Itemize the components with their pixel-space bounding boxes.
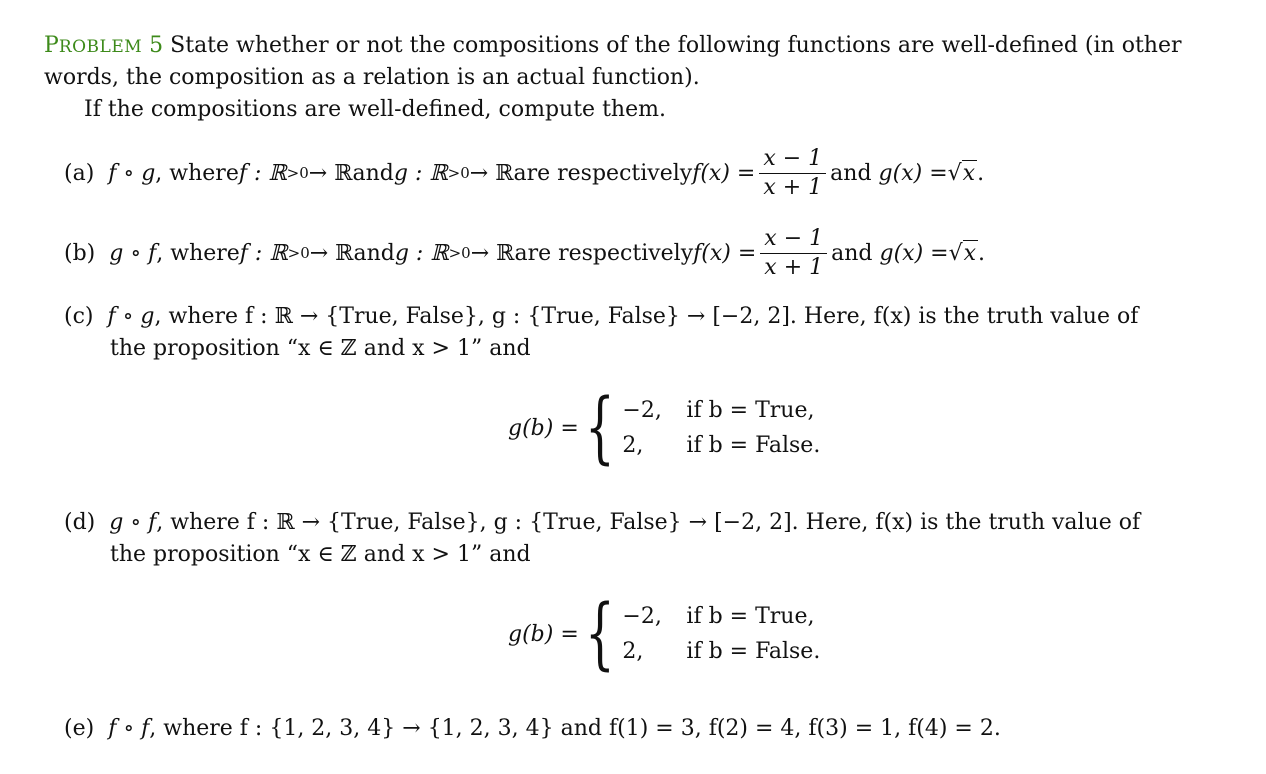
item-b-composition: g ∘ f xyxy=(109,240,157,266)
item-a: (a) f ∘ g , where f : ℝ >0 → ℝ and g : ℝ >0 → ℝ are respectively f(x) = $\frac{x - 1}{x + 1}$ and g(x) = √x . xyxy=(64,146,985,200)
item-b-fraction: $\frac{x - 1}{x + 1}$ xyxy=(760,226,827,280)
item-d-cases: −2, if b = True, 2, if b = False. xyxy=(622,604,821,664)
item-a-sqrt: √x xyxy=(947,160,976,186)
item-c-g-lhs: g(b) = xyxy=(508,415,579,441)
item-a-label: (a) xyxy=(64,160,95,186)
item-c-line2: the proposition “x ∈ ℤ and x > 1” and xyxy=(110,336,531,361)
item-d-g-lhs: g(b) = xyxy=(508,621,579,647)
item-d-label: (d) xyxy=(64,510,96,535)
item-b-sqrt: √x xyxy=(948,240,977,266)
problem-heading-line1 xyxy=(44,33,1182,58)
problem-statement-1: State whether or not the compositions of the following functions are well-defined (in other xyxy=(170,33,1182,58)
item-d-brace: { xyxy=(584,589,615,679)
item-c-line1: (c) f ∘ g, where f : ℝ → {True, False}, g : {True, False} → [−2, 2]. Here, f(x) is the truth value of xyxy=(64,304,1139,329)
item-c-brace: { xyxy=(584,383,615,473)
item-b-label: (b) xyxy=(64,240,96,266)
item-d-piecewise xyxy=(508,589,821,679)
item-c-label: (c) xyxy=(64,304,94,329)
item-d-line1: (d) g ∘ f, where f : ℝ → {True, False}, g : {True, False} → [−2, 2]. Here, f(x) is the truth value of xyxy=(64,510,1141,535)
item-a-composition: f ∘ g xyxy=(108,160,156,186)
item-e: (e) f ∘ f, where f : {1, 2, 3, 4} → {1, 2, 3, 4} and f(1) = 3, f(2) = 4, f(3) = 1, f(4) = 2. xyxy=(64,716,1001,741)
item-c-cases: −2, if b = True, 2, if b = False. xyxy=(622,398,821,458)
item-d-line2: the proposition “x ∈ ℤ and x > 1” and xyxy=(110,542,531,567)
item-c-piecewise xyxy=(508,383,821,473)
problem-statement-3: If the compositions are well-defined, compute them. xyxy=(84,97,666,122)
problem-label: PROBLEM 5 xyxy=(44,33,164,58)
item-e-label: (e) xyxy=(64,716,95,741)
item-a-fraction: $\frac{x - 1}{x + 1}$ xyxy=(759,146,826,200)
problem-statement-2: words, the composition as a relation is an actual function). xyxy=(44,65,700,90)
item-b: (b) g ∘ f , where f : ℝ >0 → ℝ and g : ℝ >0 → ℝ are respectively f(x) = $\frac{x - 1}{x + 1}$ and g(x) = √x . xyxy=(64,226,986,280)
